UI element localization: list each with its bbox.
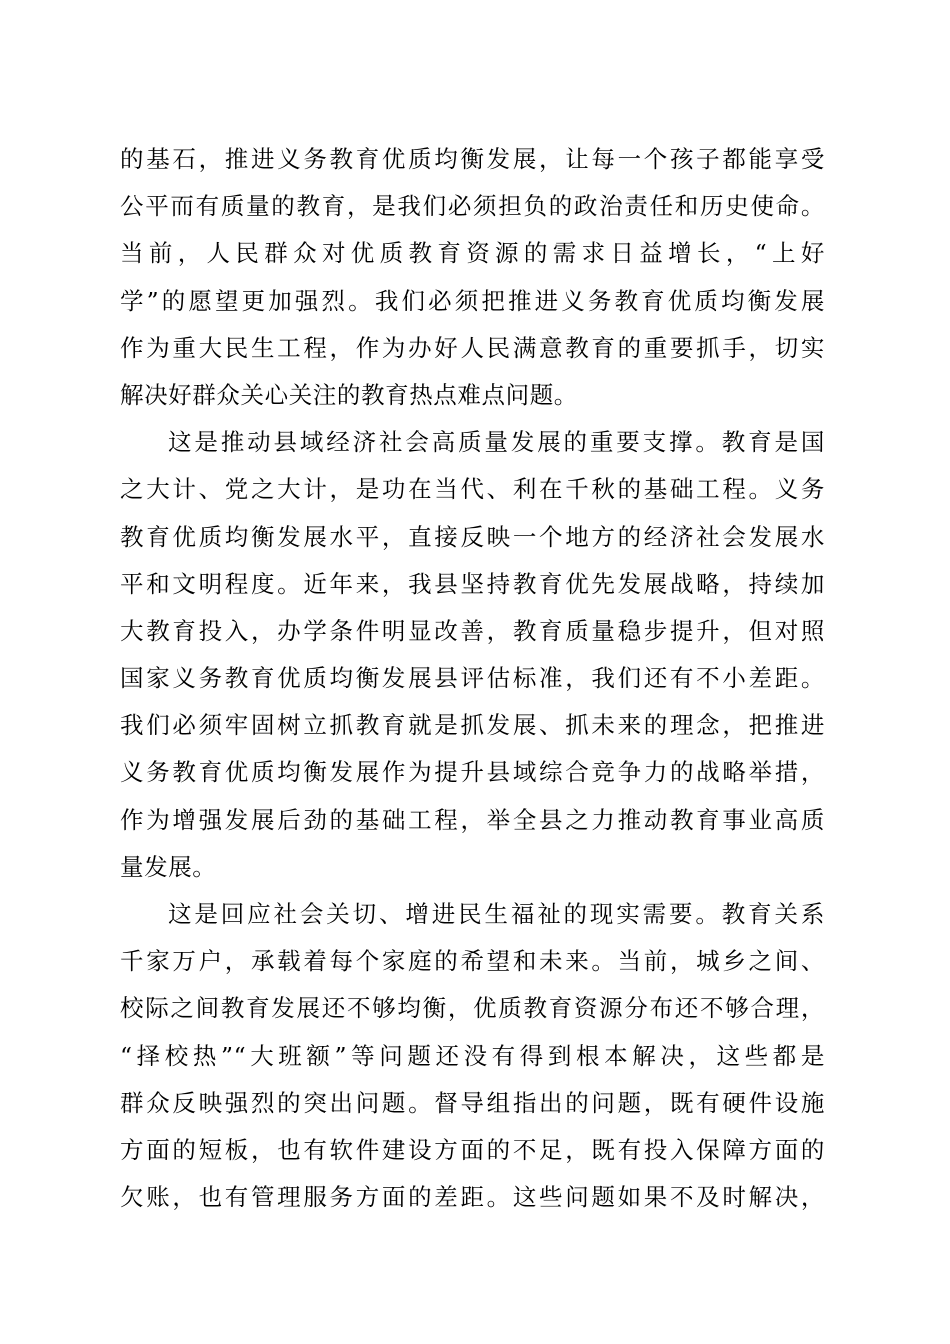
text-line: 教育优质均衡发展水平，直接反映一个地方的经济社会发展水: [120, 522, 825, 551]
body-text: [120, 136, 825, 1221]
text-line: 国家义务教育优质均衡发展县评估标准，我们还有不小差距。: [120, 664, 825, 693]
text-line-paragraph-start: 这是回应社会关切、增进民生福祉的现实需要。教育关系: [168, 900, 825, 928]
text-line-paragraph-end: 量发展。: [120, 852, 217, 881]
text-line: 当前，人民群众对优质教育资源的需求日益增长，“上好: [120, 239, 825, 268]
text-line: 义务教育优质均衡发展作为提升县域综合竞争力的战略举措，: [120, 758, 825, 787]
text-line: 学”的愿望更加强烈。我们必须把推进义务教育优质均衡发展: [120, 286, 825, 315]
text-line: 群众反映强烈的突出问题。督导组指出的问题，既有硬件设施: [120, 1088, 825, 1117]
text-line: 校际之间教育发展还不够均衡，优质教育资源分布还不够合理，: [120, 994, 825, 1023]
text-line: 之大计、党之大计，是功在当代、利在千秋的基础工程。义务: [120, 475, 825, 504]
text-line-paragraph-end: 解决好群众关心关注的教育热点难点问题。: [120, 380, 578, 409]
text-line: 方面的短板，也有软件建设方面的不足，既有投入保障方面的: [120, 1135, 825, 1164]
text-line: 欠账，也有管理服务方面的差距。这些问题如果不及时解决，: [120, 1183, 825, 1212]
text-line: 千家万户，承载着每个家庭的希望和未来。当前，城乡之间、: [120, 947, 825, 976]
text-line: 作为重大民生工程，作为办好人民满意教育的重要抓手，切实: [120, 333, 825, 362]
text-line: 平和文明程度。近年来，我县坚持教育优先发展战略，持续加: [120, 569, 825, 598]
text-line: “择校热”“大班额”等问题还没有得到根本解决，这些都是: [120, 1041, 825, 1070]
text-line: 的基石，推进义务教育优质均衡发展，让每一个孩子都能享受: [120, 145, 825, 173]
text-line: 公平而有质量的教育，是我们必须担负的政治责任和历史使命。: [120, 192, 825, 221]
text-line: 大教育投入，办学条件明显改善，教育质量稳步提升，但对照: [120, 616, 825, 645]
text-line-paragraph-start: 这是推动县域经济社会高质量发展的重要支撑。教育是国: [168, 428, 825, 457]
text-line: 作为增强发展后劲的基础工程，举全县之力推动教育事业高质: [120, 805, 825, 834]
text-line: 我们必须牢固树立抓教育就是抓发展、抓未来的理念，把推进: [120, 711, 825, 740]
